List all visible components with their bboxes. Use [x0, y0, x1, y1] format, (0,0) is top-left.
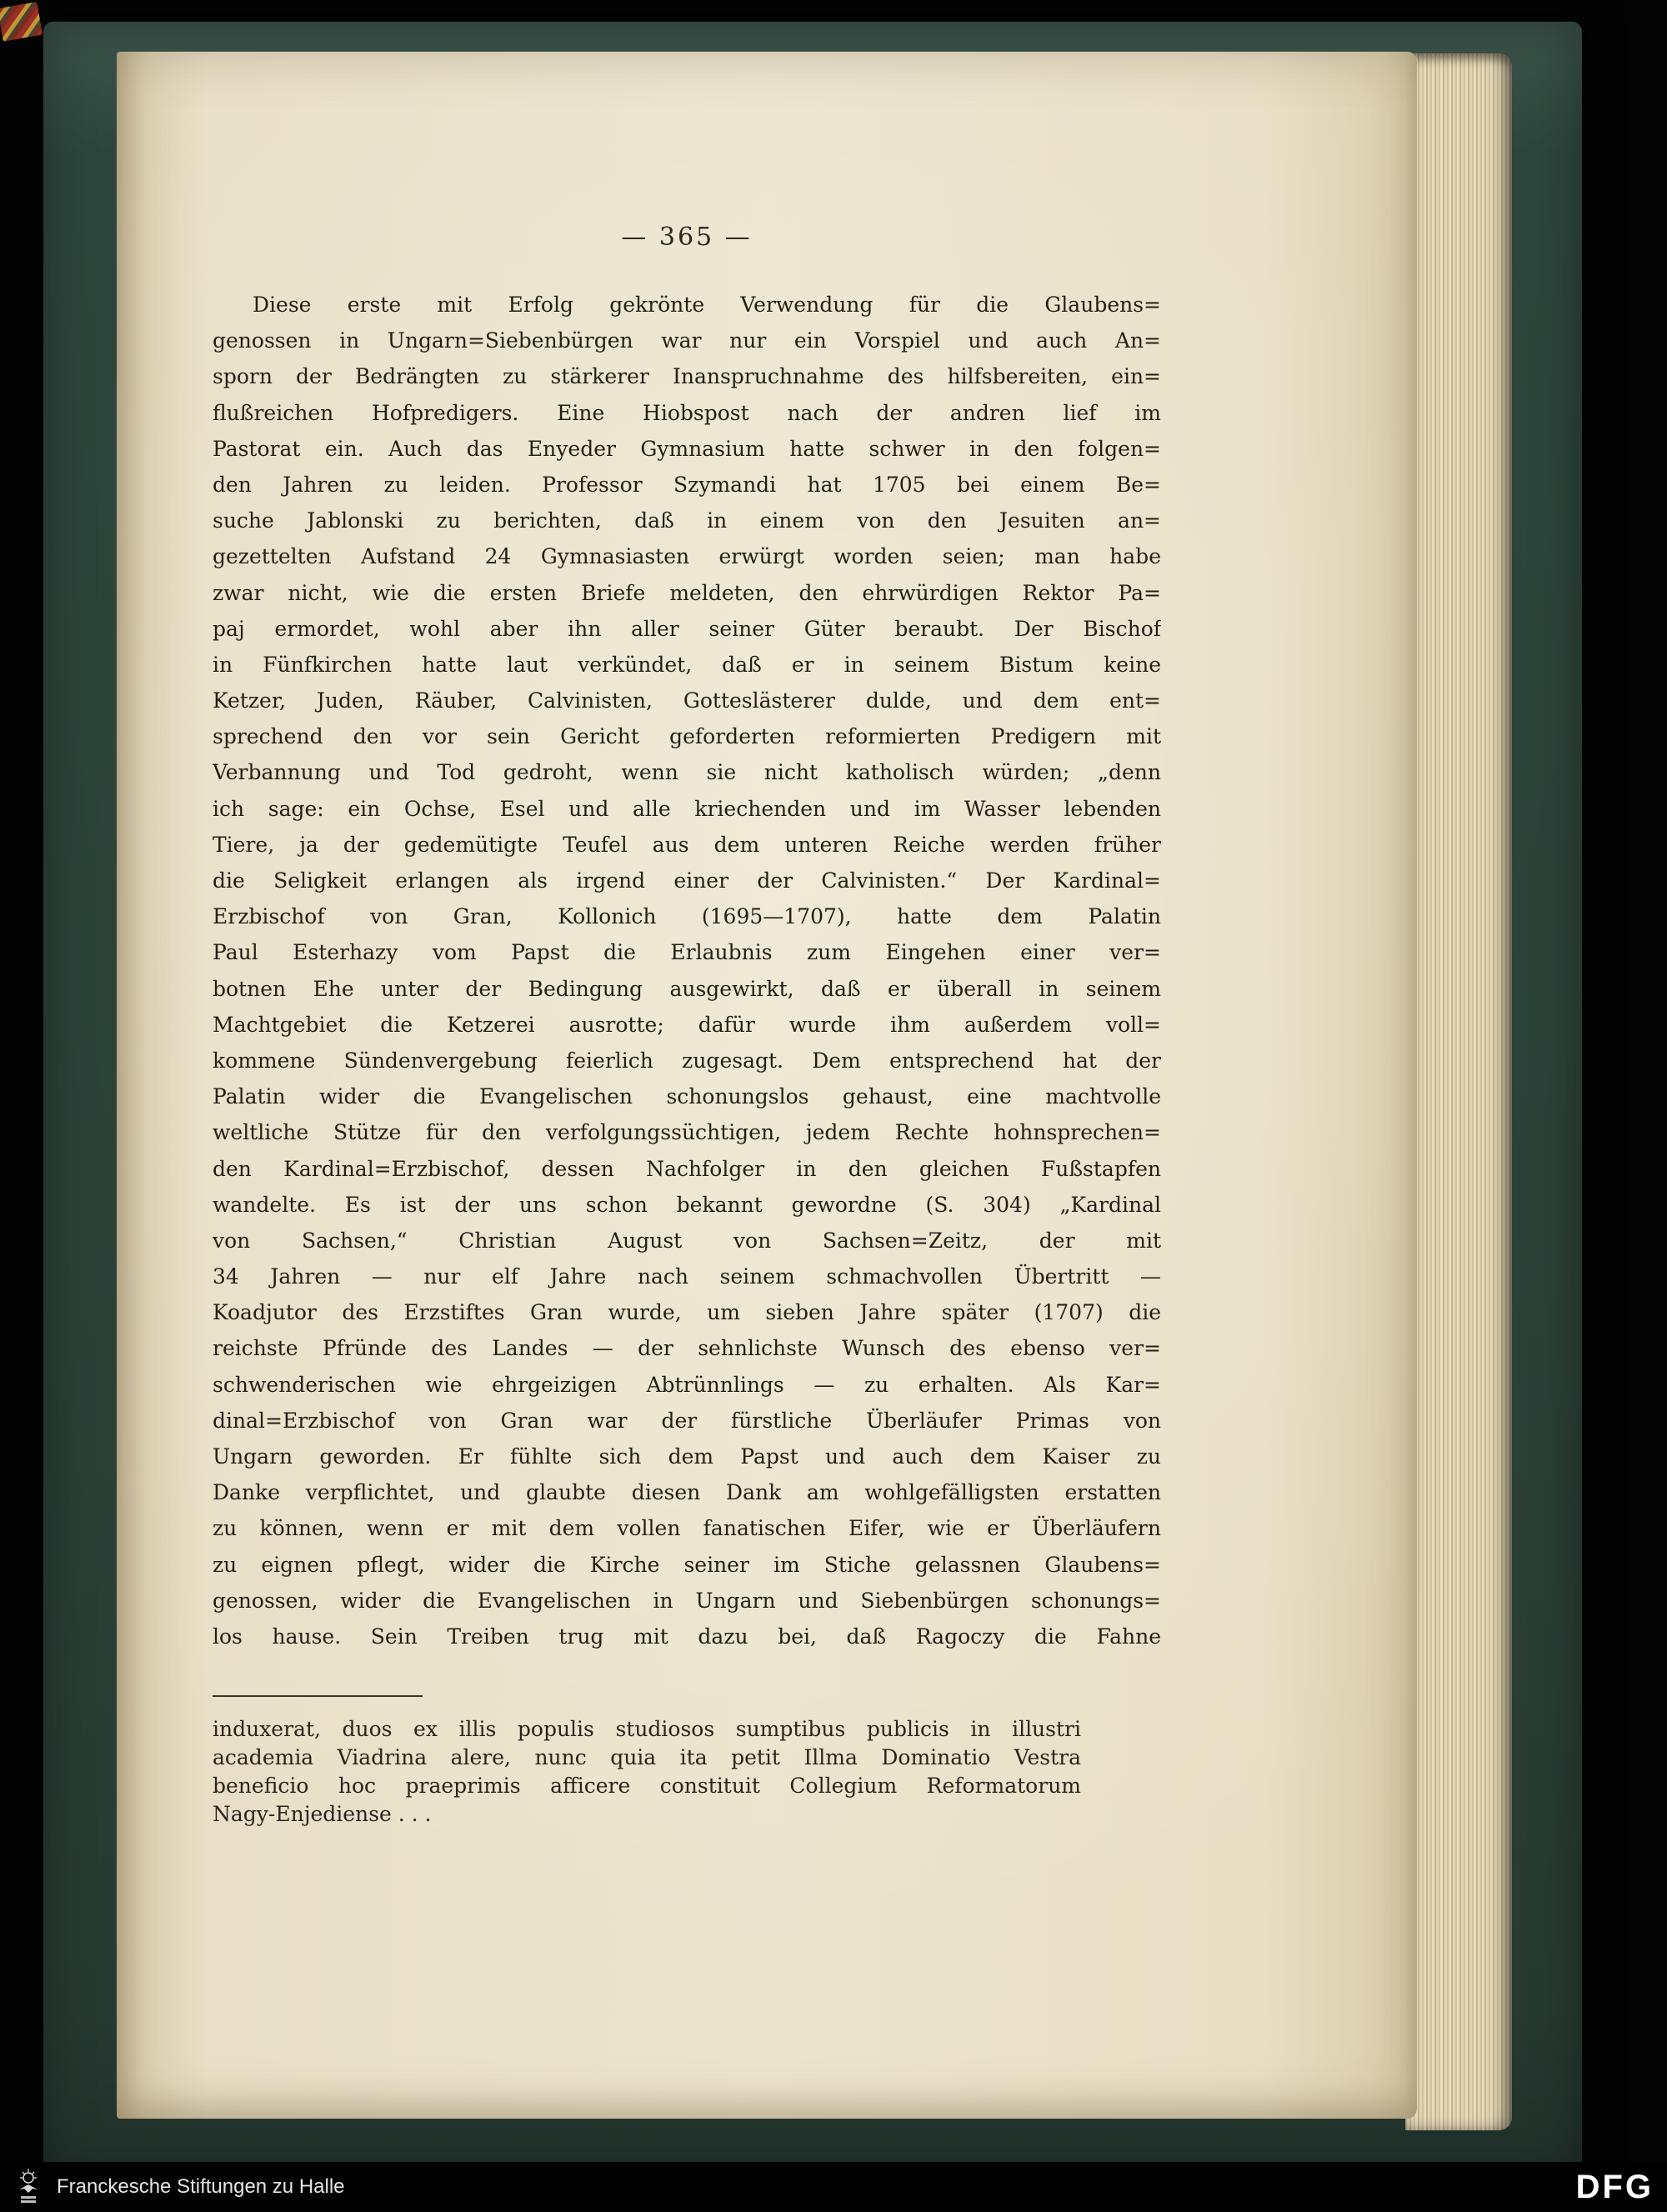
footer-institution-label: Franckesche Stiftungen zu Halle [57, 2175, 345, 2198]
page-edge-stack [1405, 53, 1512, 2130]
text-line: Machtgebiet die Ketzerei ausrotte; dafür wurde ihm außerdem voll= [213, 1012, 1161, 1037]
text-line: Pastorat ein. Auch das Enyeder Gymnasium hatte schwer in den folgen= [213, 436, 1161, 461]
text-line: Ungarn geworden. Er fühlte sich dem Papst und auch dem Kaiser zu [213, 1444, 1161, 1469]
text-line: Koadjutor des Erzstiftes Gran wurde, um sieben Jahre später (1707) die [213, 1300, 1161, 1325]
footnote-line: beneficio hoc praeprimis afficere constituit Collegium Reformatorum [213, 1774, 1081, 1798]
text-line: Ketzer, Juden, Räuber, Calvinisten, Gotteslästerer dulde, und dem ent= [213, 688, 1161, 713]
page-number: — 365 — [621, 223, 753, 252]
text-line: sprechend den vor sein Gericht geforderten reformierten Predigern mit [213, 724, 1161, 749]
text-line: sporn der Bedrängten zu stärkerer Inanspruchnahme des hilfsbereiten, ein= [213, 364, 1161, 389]
text-line: von Sachsen,“ Christian August von Sachsen=Zeitz, der mit [213, 1228, 1161, 1253]
dfg-logo: DFG [1575, 2169, 1654, 2205]
bookmark-ribbon [0, 2, 43, 42]
text-line: Diese erste mit Erfolg gekrönte Verwendung für die Glaubens= [253, 293, 1161, 317]
text-line: den Kardinal=Erzbischof, dessen Nachfolger in den gleichen Fußstapfen [213, 1156, 1161, 1181]
text-line: Danke verpflichtet, und glaubte diesen Dank am wohlgefälligsten erstatten [213, 1480, 1161, 1505]
footer-left [13, 2167, 345, 2207]
book-page [117, 52, 1417, 2119]
text-line: weltliche Stütze für den verfolgungssüchtigen, jedem Rechte hohnsprechen= [213, 1120, 1161, 1145]
text-line: Tiere, ja der gedemütigte Teufel aus dem unteren Reiche werden früher [213, 832, 1161, 857]
text-line: gezettelten Aufstand 24 Gymnasiasten erwürgt worden seien; man habe [213, 544, 1161, 569]
text-line: genossen, wider die Evangelischen in Ungarn und Siebenbürgen schonungs= [213, 1588, 1161, 1613]
text-line: in Fünfkirchen hatte laut verkündet, daß er in seinem Bistum keine [213, 652, 1161, 677]
franckesche-stiftungen-logo-icon [13, 2167, 43, 2207]
text-line: Erzbischof von Gran, Kollonich (1695—1707), hatte dem Palatin [213, 904, 1161, 929]
viewer-footer [0, 2162, 1667, 2212]
text-line: 34 Jahren — nur elf Jahre nach seinem schmachvollen Übertritt — [213, 1264, 1161, 1289]
text-line: zu können, wenn er mit dem vollen fanatischen Eifer, wie er Überläufern [213, 1516, 1161, 1541]
footnote-line: induxerat, duos ex illis populis studiosos sumptibus publicis in illustri [213, 1717, 1081, 1741]
text-line: dinal=Erzbischof von Gran war der fürstliche Überläufer Primas von [213, 1408, 1161, 1433]
text-line: den Jahren zu leiden. Professor Szymandi hat 1705 bei einem Be= [213, 472, 1161, 497]
text-line: flußreichen Hofpredigers. Eine Hiobspost nach der andren lief im [213, 400, 1161, 425]
text-line: Verbannung und Tod gedroht, wenn sie nicht katholisch würden; „denn [213, 760, 1161, 785]
text-line: botnen Ehe unter der Bedingung ausgewirkt, daß er überall in seinem [213, 976, 1161, 1001]
text-line: Paul Esterhazy vom Papst die Erlaubnis zum Eingehen einer ver= [213, 940, 1161, 965]
text-line: genossen in Ungarn=Siebenbürgen war nur ein Vorspiel und auch An= [213, 328, 1161, 353]
text-line: ich sage: ein Ochse, Esel und alle kriechenden und im Wasser lebenden [213, 796, 1161, 821]
footnote-line: academia Viadrina alere, nunc quia ita petit Illma Dominatio Vestra [213, 1745, 1081, 1769]
text-line: zwar nicht, wie die ersten Briefe meldeten, den ehrwürdigen Rektor Pa= [213, 580, 1161, 605]
text-line: schwenderischen wie ehrgeizigen Abtrünnlings — zu erhalten. Als Kar= [213, 1372, 1161, 1397]
text-line: wandelte. Es ist der uns schon bekannt gewordne (S. 304) „Kardinal [213, 1192, 1161, 1217]
text-line: kommene Sündenvergebung feierlich zugesagt. Dem entsprechend hat der [213, 1048, 1161, 1073]
text-line: suche Jablonski zu berichten, daß in einem von den Jesuiten an= [213, 508, 1161, 533]
text-line: Palatin wider die Evangelischen schonungslos gehaust, eine machtvolle [213, 1084, 1161, 1109]
body-text [213, 287, 1161, 1654]
text-line: paj ermordet, wohl aber ihn aller seiner Güter beraubt. Der Bischof [213, 616, 1161, 641]
footnote-text [213, 1715, 1081, 1829]
text-line: los hause. Sein Treiben trug mit dazu bei, daß Ragoczy die Fahne [213, 1624, 1161, 1649]
footnote-line: Nagy-Enjediense . . . [213, 1802, 432, 1826]
text-line: die Seligkeit erlangen als irgend einer der Calvinisten.“ Der Kardinal= [213, 868, 1161, 893]
footnote-separator [213, 1695, 423, 1697]
text-line: zu eignen pflegt, wider die Kirche seiner im Stiche gelassnen Glaubens= [213, 1552, 1161, 1577]
text-line: reichste Pfründe des Landes — der sehnlichste Wunsch des ebenso ver= [213, 1336, 1161, 1361]
